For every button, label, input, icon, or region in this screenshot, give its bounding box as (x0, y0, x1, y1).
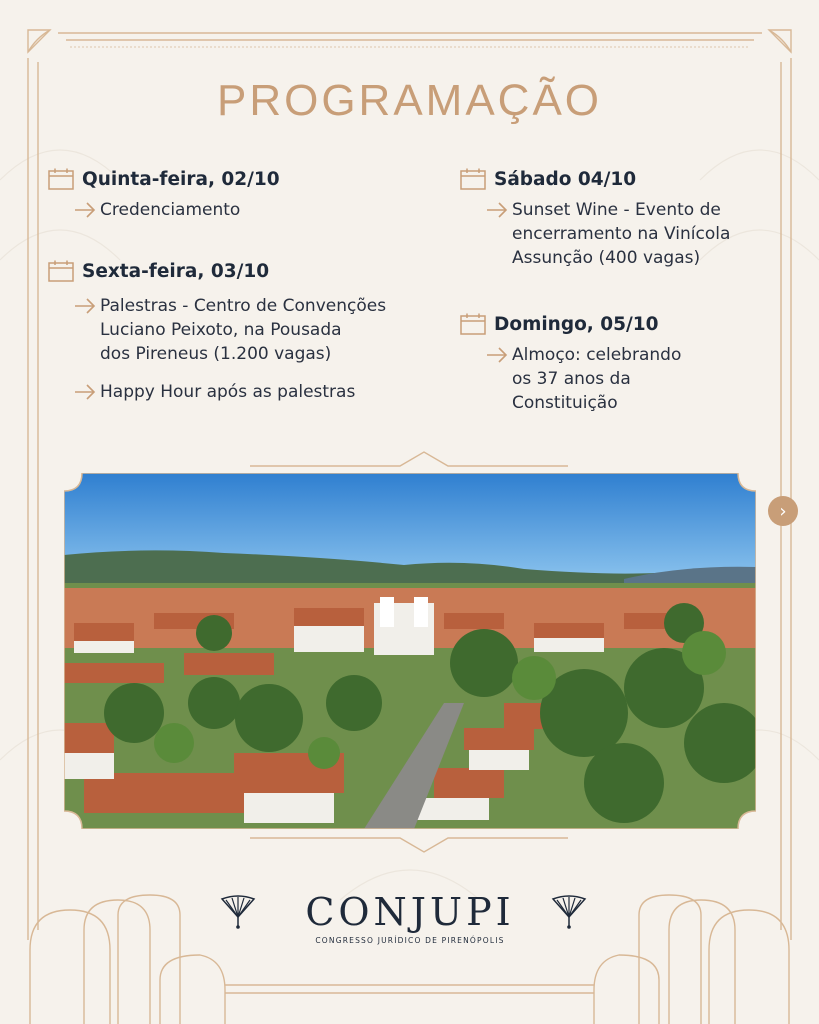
arrow-right-icon (74, 383, 96, 401)
page-title: PROGRAMAÇÃO (216, 76, 603, 125)
day-title: Domingo, 05/10 (494, 313, 659, 335)
fan-icon (551, 895, 587, 929)
item-text: Happy Hour após as palestras (100, 382, 356, 402)
day-title: Sábado 04/10 (494, 168, 637, 190)
arrow-right-icon (74, 201, 96, 219)
item-text: Almoço: celebrando os 37 anos da Constituição (512, 345, 682, 413)
calendar-icon (48, 168, 74, 190)
arrow-right-icon (486, 346, 508, 364)
arrow-right-icon (74, 297, 96, 315)
conjupi-logo (300, 890, 520, 945)
day-title: Quinta-feira, 02/10 (82, 168, 280, 190)
schedule-item (460, 198, 780, 270)
calendar-icon (460, 168, 486, 190)
town-illustration (64, 473, 756, 829)
schedule-item (48, 198, 428, 222)
day-saturday (460, 168, 780, 270)
day-friday (48, 260, 428, 404)
town-photo (64, 473, 756, 829)
day-thursday (48, 168, 428, 222)
chevron-right-icon: › (779, 500, 787, 522)
fan-icon (220, 895, 256, 929)
item-text: Palestras - Centro de Convenções Luciano Peixoto, na Pousada dos Pireneus (1.200 vagas) (100, 296, 387, 364)
logo-subtitle: CONGRESSO JURÍDICO DE PIRENÓPOLIS (315, 936, 505, 945)
day-title: Sexta-feira, 03/10 (82, 260, 270, 282)
calendar-icon (460, 313, 486, 335)
day-sunday (460, 313, 780, 415)
schedule-item (48, 294, 428, 366)
schedule-item (460, 343, 780, 415)
item-text: Sunset Wine - Evento de encerramento na Vinícola Assunção (400 vagas) (512, 200, 731, 268)
calendar-icon (48, 260, 74, 282)
logo-wordmark: CONJUPI (305, 890, 515, 934)
schedule-item (48, 380, 428, 404)
item-text: Credenciamento (100, 200, 241, 220)
next-slide-button[interactable] (768, 496, 798, 526)
arrow-right-icon (486, 201, 508, 219)
